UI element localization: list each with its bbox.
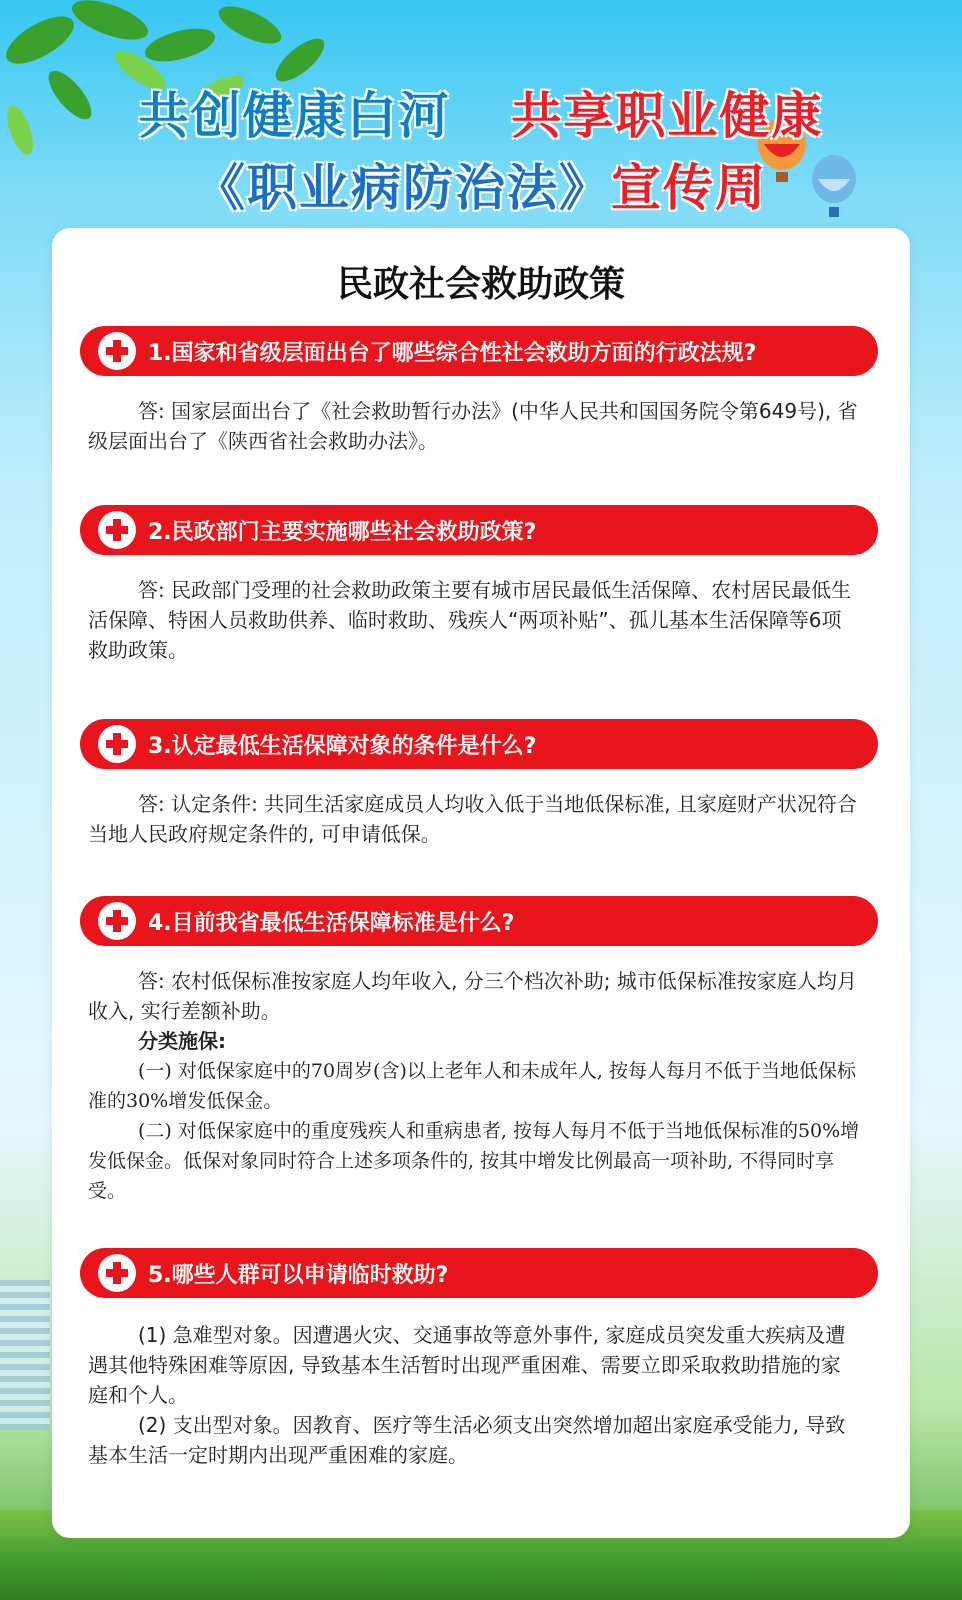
content-card [52, 228, 910, 1538]
headline-line-2 [0, 148, 962, 220]
answer-paragraph: 答: 认定条件: 共同生活家庭成员人均收入低于当地低保标准, 且家庭财产状况符合当地人民政府规定条件的, 可申请低保。 [88, 792, 857, 846]
question-bar [80, 719, 878, 769]
headline-part: 宣传周 [611, 159, 767, 217]
headline-part: 共享职业健康 [511, 87, 824, 145]
red-cross-icon [98, 332, 136, 370]
answer-block [88, 966, 860, 1206]
question-text: 2.民政部门主要实施哪些社会救助政策? [148, 519, 537, 545]
question-text: 3.认定最低生活保障对象的条件是什么? [148, 733, 537, 759]
headline-part: 共创健康白河 [138, 87, 451, 145]
answer-paragraph: 答: 民政部门受理的社会救助政策主要有城市居民最低生活保障、农村居民最低生活保障、特困人员救助供养、临时救助、残疾人“两项补贴”、孤儿基本生活保障等6项救助政策。 [88, 578, 852, 662]
headline-line-1 [0, 76, 962, 148]
question-bar [80, 1248, 878, 1298]
answer-paragraph: (二) 对低保家庭中的重度残疾人和重病患者, 按每人每月不低于当地低保标准的50%增发低保金。低保对象同时符合上述多项条件的, 按其中增发比例最高一项补助, 不得同时享受。 [88, 1120, 860, 1202]
answer-paragraph: 答: 农村低保标准按家庭人均年收入, 分三个档次补助; 城市低保标准按家庭人均月收入, 实行差额补助。 [88, 969, 857, 1023]
answer-paragraph: (1) 急难型对象。因遭遇火灾、交通事故等意外事件, 家庭成员突发重大疾病及遭遇其他特殊困难等原因, 导致基本生活暂时出现严重困难、需要立即采取救助措施的家庭和个人。 [88, 1323, 846, 1407]
question-bar [80, 505, 878, 555]
answer-paragraph: 答: 国家层面出台了《社会救助暂行办法》(中华人民共和国国务院令第649号), 省级层面出台了《陕西省社会救助办法》。 [88, 399, 858, 453]
red-cross-icon [98, 725, 136, 763]
answer-block [88, 1320, 860, 1470]
answer-subheading: 分类施保: [138, 1029, 226, 1053]
answer-block [88, 575, 860, 665]
answer-block [88, 396, 860, 456]
red-cross-icon [98, 1254, 136, 1292]
red-cross-icon [98, 902, 136, 940]
answer-paragraph: (一) 对低保家庭中的70周岁(含)以上老年人和未成年人, 按每人每月不低于当地低保标准的30%增发低保金。 [88, 1060, 856, 1112]
question-bar [80, 896, 878, 946]
question-bar [80, 326, 878, 376]
city-buildings-decoration [0, 1280, 50, 1430]
answer-paragraph: (2) 支出型对象。因教育、医疗等生活必须支出突然增加超出家庭承受能力, 导致基本生活一定时期内出现严重困难的家庭。 [88, 1413, 846, 1467]
question-text: 5.哪些人群可以申请临时救助? [148, 1262, 449, 1288]
question-text: 4.目前我省最低生活保障标准是什么? [148, 910, 515, 936]
question-text: 1.国家和省级层面出台了哪些综合性社会救助方面的行政法规? [148, 340, 757, 366]
red-cross-icon [98, 511, 136, 549]
headline-part: 《职业病防治法》 [195, 159, 611, 217]
answer-block [88, 789, 860, 849]
card-title: 民政社会救助政策 [336, 263, 625, 305]
